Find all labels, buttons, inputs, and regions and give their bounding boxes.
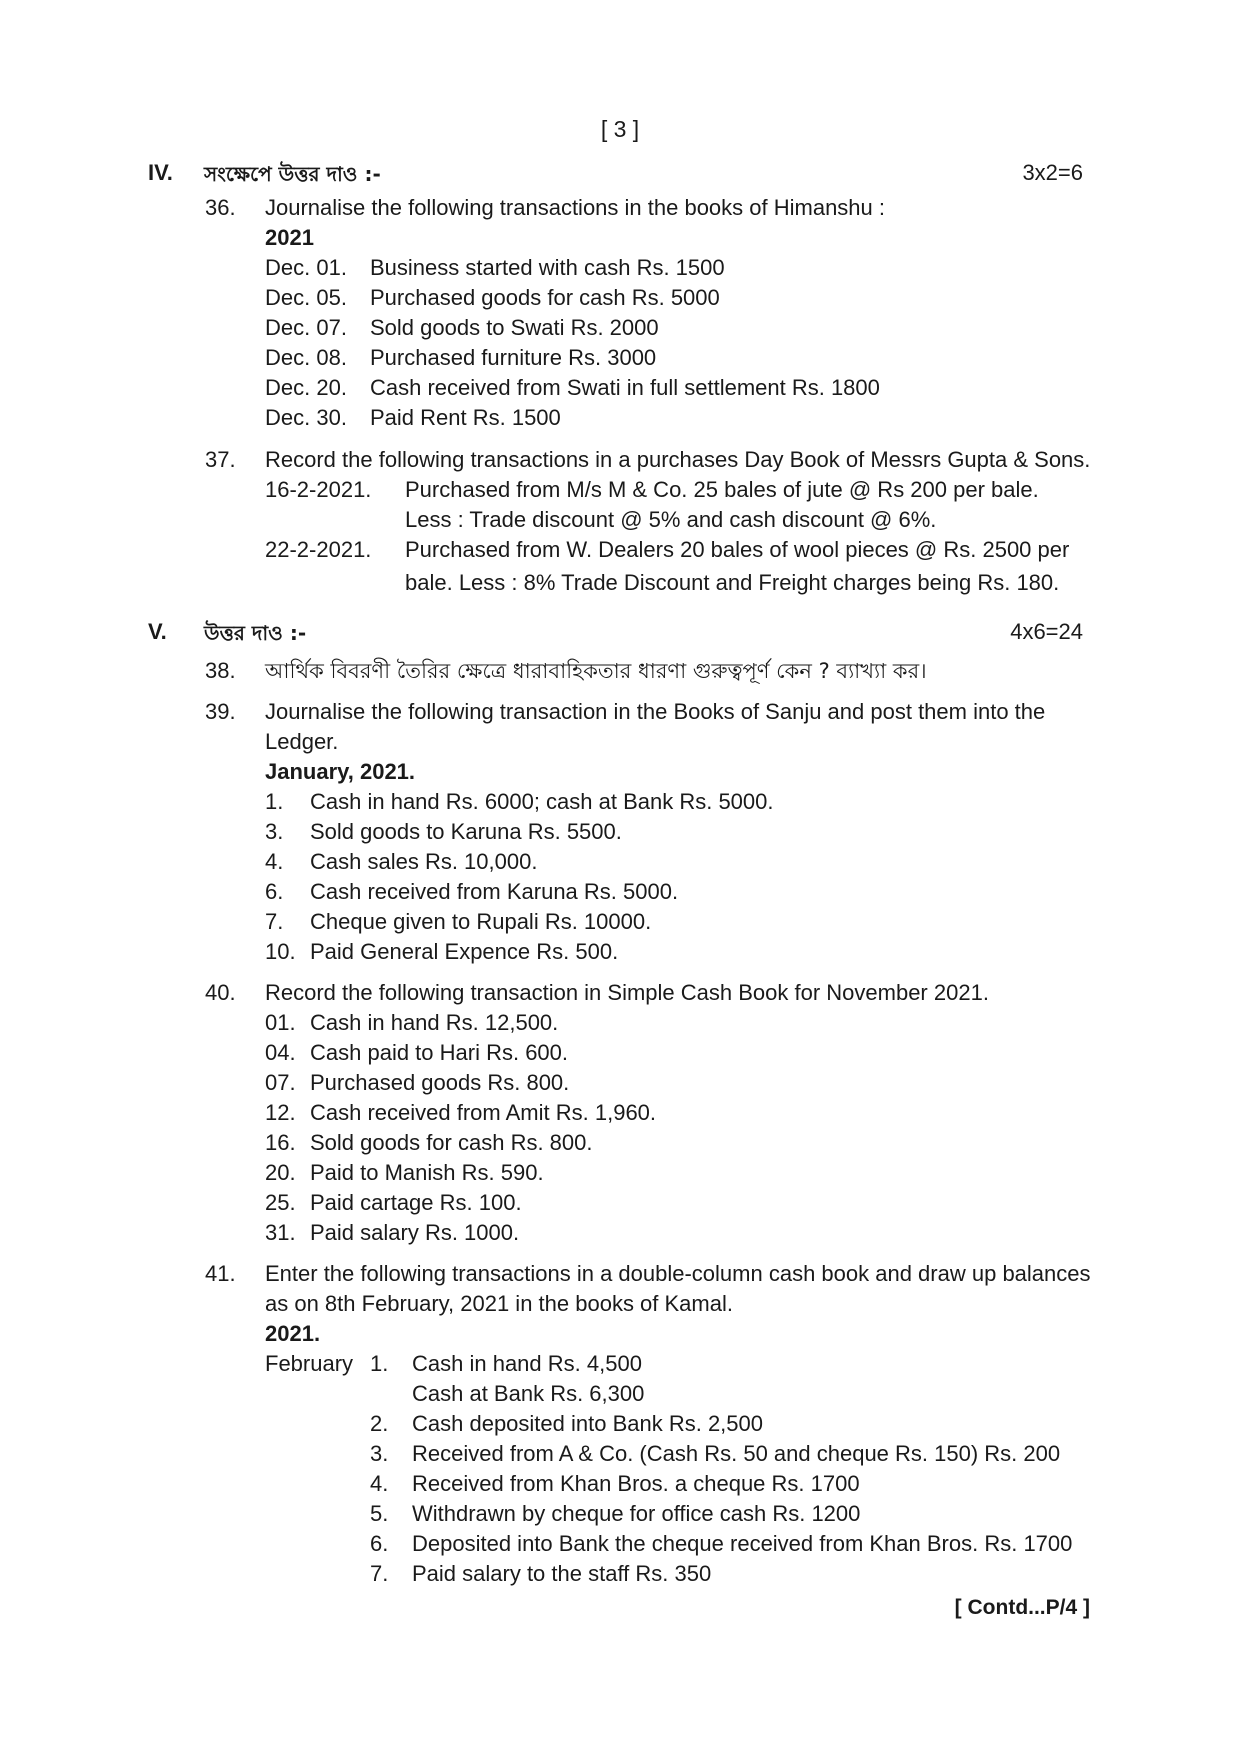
question-41 [205, 1259, 1095, 1589]
list-item: February 1. Cash in hand Rs. 4,500 [265, 1349, 1095, 1379]
list-item: 6. Deposited into Bank the cheque received from Khan Bros. Rs. 1700 [370, 1531, 1073, 1556]
section-roman: V. [148, 619, 167, 644]
list-item: 10. Paid General Expence Rs. 500. [265, 939, 619, 964]
section-marks: 4x6=24 [1010, 619, 1083, 644]
list-item: 25. Paid cartage Rs. 100. [265, 1190, 522, 1215]
list-item: 4. Received from Khan Bros. a cheque Rs. 1700 [370, 1471, 860, 1496]
question-text: Record the following transactions in a purchases Day Book of Messrs Gupta & Sons. [265, 447, 1091, 472]
list-item: 6. Cash received from Karuna Rs. 5000. [265, 879, 679, 904]
question-number: 40. [205, 980, 236, 1005]
list-item: bale. Less : 8% Trade Discount and Freight charges being Rs. 180. [405, 570, 1060, 595]
list-item: Dec. 08. Purchased furniture Rs. 3000 [265, 345, 657, 370]
list-item: Cash at Bank Rs. 6,300 [412, 1381, 645, 1406]
list-item: 4. Cash sales Rs. 10,000. [265, 849, 538, 874]
list-item: Dec. 20. Cash received from Swati in full settlement Rs. 1800 [265, 375, 880, 400]
question-text-cont: as on 8th February, 2021 in the books of Kamal. [265, 1291, 733, 1316]
list-item: 1. Cash in hand Rs. 6000; cash at Bank Rs. 5000. [265, 789, 774, 814]
question-38 [205, 656, 1095, 686]
section-marks: 3x2=6 [1022, 160, 1083, 185]
question-text-cont: Ledger. [265, 729, 339, 754]
question-37 [205, 445, 1095, 598]
question-text: Journalise the following transactions in the books of Himanshu : [265, 195, 886, 220]
continued-note: [ Contd...P/4 ] [954, 1596, 1090, 1619]
list-item: 16-2-2021. Purchased from M/s M & Co. 25 bales of jute @ Rs 200 per bale. [265, 477, 1039, 502]
list-item: 5. Withdrawn by cheque for office cash Rs. 1200 [370, 1501, 861, 1526]
list-item: 3. Sold goods to Karuna Rs. 5500. [265, 819, 622, 844]
list-item: 7. Cheque given to Rupali Rs. 10000. [265, 909, 652, 934]
question-heading: January, 2021. [265, 759, 416, 784]
list-item: 07. Purchased goods Rs. 800. [265, 1070, 570, 1095]
list-item: 31. Paid salary Rs. 1000. [265, 1220, 520, 1245]
list-item: 12. Cash received from Amit Rs. 1,960. [265, 1100, 657, 1125]
page-number: [ 3 ] [600, 116, 640, 142]
list-item: 16. Sold goods for cash Rs. 800. [265, 1130, 593, 1155]
question-36 [205, 193, 1095, 433]
list-item: Less : Trade discount @ 5% and cash discount @ 6%. [405, 507, 937, 532]
question-number: 36. [205, 195, 236, 220]
list-item: 3. Received from A & Co. (Cash Rs. 50 and cheque Rs. 150) Rs. 200 [370, 1441, 1061, 1466]
list-item: 01. Cash in hand Rs. 12,500. [265, 1010, 559, 1035]
question-text: Record the following transaction in Simple Cash Book for November 2021. [265, 980, 989, 1005]
question-text: Journalise the following transaction in the Books of Sanju and post them into the [265, 699, 1046, 724]
question-text: Enter the following transactions in a double-column cash book and draw up balances [265, 1261, 1091, 1286]
list-item: Dec. 07. Sold goods to Swati Rs. 2000 [265, 315, 659, 340]
list-item: 22-2-2021. Purchased from W. Dealers 20 bales of wool pieces @ Rs. 2500 per [265, 537, 1070, 562]
question-number: 41. [205, 1261, 236, 1286]
list-item: Dec. 30. Paid Rent Rs. 1500 [265, 405, 561, 430]
section-roman: IV. [148, 160, 173, 185]
question-40 [205, 978, 1095, 1248]
list-item: 7. Paid salary to the staff Rs. 350 [370, 1561, 712, 1586]
month-label: February [265, 1351, 354, 1376]
question-39 [205, 697, 1095, 967]
question-year: 2021 [265, 225, 314, 250]
section-title: সংক্ষেপে উত্তর দাও :- [204, 162, 381, 186]
list-item: Dec. 05. Purchased goods for cash Rs. 5000 [265, 285, 720, 310]
question-number: 39. [205, 699, 236, 724]
question-number: 37. [205, 447, 236, 472]
question-year: 2021. [265, 1321, 321, 1346]
list-item: 20. Paid to Manish Rs. 590. [265, 1160, 544, 1185]
section-title: উত্তর দাও :- [204, 621, 307, 645]
question-text: আর্থিক বিবরণী তৈরির ক্ষেত্রে ধারাবাহিকতার ধারণা গুরুত্বপূর্ণ কেন ? ব্যাখ্যা কর। [265, 659, 927, 683]
list-item: Dec. 01. Business started with cash Rs. 1500 [265, 255, 725, 280]
list-item: 04. Cash paid to Hari Rs. 600. [265, 1040, 569, 1065]
list-item: 2. Cash deposited into Bank Rs. 2,500 [370, 1411, 764, 1436]
question-number: 38. [205, 658, 236, 683]
